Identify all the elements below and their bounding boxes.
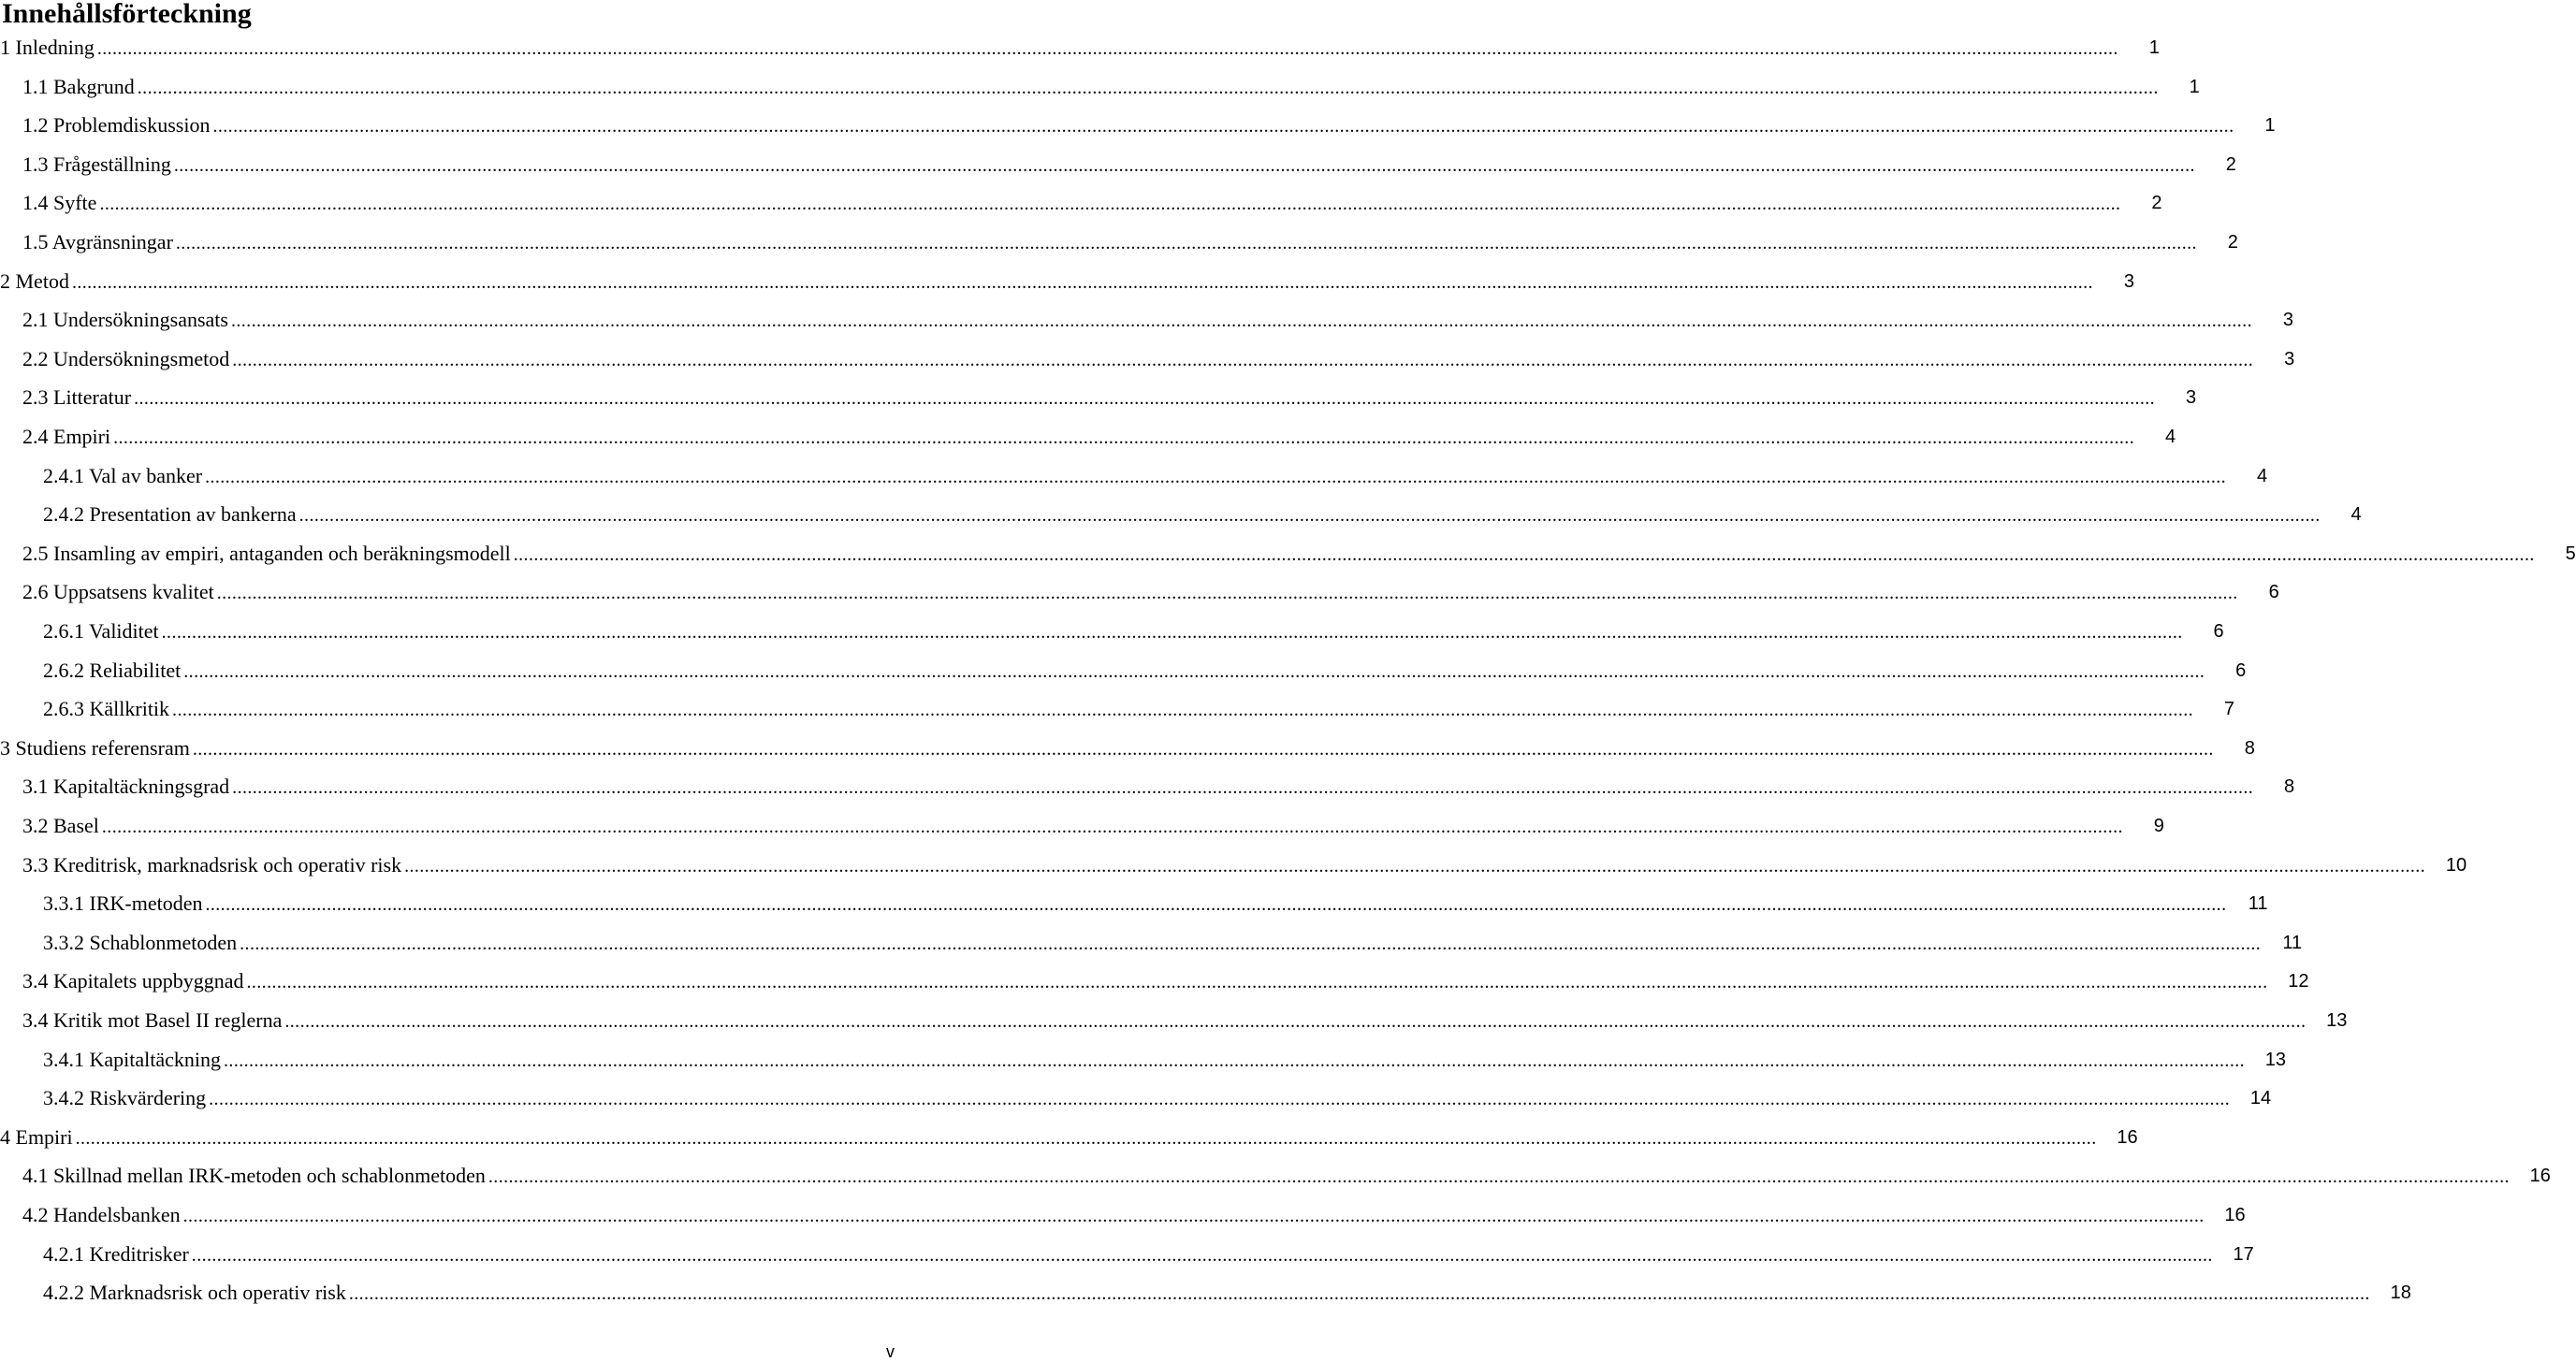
toc-entry-page: 6 [2268, 582, 2279, 603]
toc-entry[interactable] [43, 693, 2235, 721]
toc-entry-page: 13 [2264, 1049, 2287, 1070]
toc-entry-page: 6 [2213, 621, 2224, 642]
toc-entry-title: 3.3.1 IRK-metoden [43, 891, 203, 916]
toc-entry-title: 2.6 Uppsatsens kvalitet [22, 580, 214, 604]
toc-entry[interactable] [22, 849, 2467, 877]
toc-entry-title: 2.5 Insamling av empiri, antaganden och beräkningsmodell [22, 541, 511, 565]
toc-leader-dots: ................................................................................................................................................................................................................................................................................................................................................................................................................ [75, 1127, 2097, 1149]
toc-entry-page: 1 [2189, 76, 2200, 97]
toc-entry-page: 13 [2326, 1010, 2348, 1031]
toc-entry-title: 1.1 Bakgrund [22, 74, 135, 98]
toc-leader-dots: ................................................................................................................................................................................................................................................................................................................................................................................................................ [513, 543, 2535, 565]
toc-entry-page: 4 [2164, 427, 2176, 447]
toc-entry[interactable] [43, 1082, 2272, 1110]
toc-entry[interactable] [22, 771, 2295, 799]
toc-title: Innehållsförteckning [2, 0, 252, 29]
toc-leader-dots: ................................................................................................................................................................................................................................................................................................................................................................................................................ [348, 1283, 2370, 1305]
toc-entry[interactable] [22, 1160, 2551, 1188]
toc-entry[interactable] [22, 149, 2236, 177]
toc-entry[interactable] [22, 421, 2176, 449]
toc-entry-title: 4.1 Skillnad mellan IRK-metoden och schablonmetoden [22, 1164, 486, 1188]
toc-leader-dots: ................................................................................................................................................................................................................................................................................................................................................................................................................ [134, 388, 2156, 410]
page-number: v [886, 1342, 895, 1361]
toc-entry-title: 1.5 Avgränsningar [22, 230, 173, 254]
toc-entry[interactable] [43, 1239, 2254, 1267]
toc-leader-dots: ................................................................................................................................................................................................................................................................................................................................................................................................................ [240, 933, 2262, 954]
toc-entry[interactable] [0, 1122, 2138, 1150]
toc-entry-title: 1.3 Frågeställning [22, 152, 171, 176]
toc-entry[interactable] [43, 499, 2362, 527]
toc-entry-title: 2.4.2 Presentation av bankerna [43, 502, 297, 527]
toc-leader-dots: ................................................................................................................................................................................................................................................................................................................................................................................................................ [99, 194, 2121, 215]
toc-leader-dots: ................................................................................................................................................................................................................................................................................................................................................................................................................ [192, 738, 2214, 760]
toc-entry-title: 3.3 Kreditrisk, marknadsrisk och operativ risk [22, 852, 402, 877]
toc-leader-dots: ................................................................................................................................................................................................................................................................................................................................................................................................................ [246, 972, 2268, 993]
toc-entry-title: 2.3 Litteratur [22, 385, 132, 410]
toc-entry[interactable] [43, 888, 2268, 916]
toc-leader-dots: ................................................................................................................................................................................................................................................................................................................................................................................................................ [232, 349, 2254, 370]
toc-entry-page: 2 [2227, 232, 2238, 253]
toc-entry[interactable] [0, 32, 2160, 60]
toc-entry[interactable] [22, 187, 2162, 215]
toc-entry-page: 3 [2284, 348, 2295, 369]
toc-entry-page: 16 [2529, 1166, 2551, 1187]
toc-entry-page: 10 [2445, 854, 2467, 876]
toc-entry-page: 9 [2153, 816, 2164, 836]
toc-entry-page: 18 [2390, 1282, 2411, 1304]
toc-leader-dots: ................................................................................................................................................................................................................................................................................................................................................................................................................ [216, 583, 2238, 604]
toc-entry[interactable] [22, 538, 2576, 566]
toc-entry-page: 2 [2151, 193, 2162, 214]
toc-entry[interactable] [22, 1005, 2348, 1033]
toc-entry-title: 2.6.3 Källkritik [43, 697, 170, 721]
toc-entry-title: 2.1 Undersökningsansats [22, 308, 228, 332]
toc-entry[interactable] [22, 382, 2197, 410]
toc-leader-dots: ................................................................................................................................................................................................................................................................................................................................................................................................................ [113, 427, 2135, 448]
toc-entry-title: 3.1 Kapitaltäckningsgrad [22, 775, 230, 799]
toc-entry-page: 3 [2282, 310, 2293, 331]
toc-entry-title: 4.2.2 Marknadsrisk och operativ risk [43, 1281, 346, 1305]
toc-entry[interactable] [43, 1277, 2411, 1305]
toc-entry-title: 2.2 Undersökningsmetod [22, 346, 230, 370]
toc-entry[interactable] [22, 965, 2309, 993]
toc-entry-title: 3.3.2 Schablonmetoden [43, 930, 238, 954]
toc-entry-title: 4.2.1 Kreditrisker [43, 1241, 189, 1266]
toc-leader-dots: ................................................................................................................................................................................................................................................................................................................................................................................................................ [488, 1166, 2510, 1188]
toc-leader-dots: ................................................................................................................................................................................................................................................................................................................................................................................................................ [224, 1050, 2246, 1071]
toc-leader-dots: ................................................................................................................................................................................................................................................................................................................................................................................................................ [173, 154, 2195, 176]
toc-entry[interactable] [22, 576, 2279, 604]
toc-entry[interactable] [22, 71, 2200, 99]
toc-entry[interactable] [22, 810, 2164, 838]
toc-entry-page: 8 [2244, 737, 2255, 759]
toc-entry-title: 4.2 Handelsbanken [22, 1203, 181, 1226]
toc-leader-dots: ................................................................................................................................................................................................................................................................................................................................................................................................................ [161, 622, 2183, 643]
toc-leader-dots: ................................................................................................................................................................................................................................................................................................................................................................................................................ [298, 505, 2321, 527]
toc-entry-page: 12 [2288, 971, 2309, 993]
toc-entry-title: 2.6.2 Reliabilitet [43, 658, 182, 682]
toc-entry-title: 1.4 Syfte [22, 191, 97, 215]
toc-entry-page: 2 [2225, 153, 2236, 175]
toc-entry[interactable] [43, 460, 2268, 488]
toc-entry[interactable] [0, 732, 2255, 761]
toc-entry[interactable] [43, 927, 2303, 955]
toc-entry-page: 5 [2565, 543, 2576, 564]
toc-entry-page: 7 [2223, 699, 2235, 720]
toc-entry-title: 2 Metod [0, 268, 69, 293]
toc-entry[interactable] [22, 1199, 2246, 1227]
toc-entry[interactable] [22, 304, 2293, 332]
toc-leader-dots: ................................................................................................................................................................................................................................................................................................................................................................................................................ [191, 1244, 2213, 1266]
toc-leader-dots: ................................................................................................................................................................................................................................................................................................................................................................................................................ [230, 311, 2252, 332]
toc-entry-page: 3 [2123, 270, 2134, 292]
toc-leader-dots: ................................................................................................................................................................................................................................................................................................................................................................................................................ [404, 855, 2426, 877]
toc-leader-dots: ................................................................................................................................................................................................................................................................................................................................................................................................................ [183, 660, 2205, 682]
toc-leader-dots: ................................................................................................................................................................................................................................................................................................................................................................................................................ [205, 466, 2227, 487]
toc-entry-title: 3.4 Kapitalets uppbyggnad [22, 969, 244, 993]
toc-entry-page: 11 [2248, 893, 2268, 915]
toc-leader-dots: ................................................................................................................................................................................................................................................................................................................................................................................................................ [232, 777, 2254, 799]
toc-entry-page: 3 [2185, 387, 2197, 409]
toc-entry[interactable] [0, 266, 2134, 294]
toc-entry[interactable] [43, 655, 2247, 683]
toc-entry-title: 3.2 Basel [22, 814, 99, 837]
toc-leader-dots: ................................................................................................................................................................................................................................................................................................................................................................................................................ [209, 1089, 2231, 1110]
toc-entry-title: 2.6.1 Validitet [43, 619, 159, 643]
toc-entry-page: 14 [2249, 1088, 2272, 1109]
toc-entry-page: 4 [2256, 465, 2268, 486]
toc-entry-title: 3 Studiens referensram [0, 735, 190, 760]
toc-entry-page: 17 [2233, 1243, 2254, 1265]
toc-leader-dots: ................................................................................................................................................................................................................................................................................................................................................................................................................ [137, 77, 2159, 98]
toc-entry-page: 8 [2284, 776, 2295, 798]
toc-leader-dots: ................................................................................................................................................................................................................................................................................................................................................................................................................ [175, 233, 2197, 254]
toc-entry-page: 6 [2235, 659, 2247, 681]
toc-entry-title: 3.4 Kritik mot Basel II reglerna [22, 1008, 283, 1032]
toc-leader-dots: ................................................................................................................................................................................................................................................................................................................................................................................................................ [96, 38, 2118, 59]
toc-entry[interactable] [22, 343, 2295, 371]
toc-leader-dots: ................................................................................................................................................................................................................................................................................................................................................................................................................ [212, 116, 2234, 138]
toc-entry[interactable] [22, 109, 2276, 138]
toc-entry-page: 1 [2264, 115, 2276, 137]
toc-entry[interactable] [43, 1044, 2287, 1072]
toc-entry-title: 3.4.1 Kapitaltäckning [43, 1047, 222, 1071]
toc-leader-dots: ................................................................................................................................................................................................................................................................................................................................................................................................................ [172, 700, 2194, 721]
toc-entry-page: 16 [2224, 1205, 2246, 1225]
toc-entry-title: 4 Empiri [0, 1124, 73, 1149]
toc-entry-title: 3.4.2 Riskvärdering [43, 1086, 207, 1110]
toc-entry-page: 11 [2282, 932, 2303, 953]
toc-leader-dots: ................................................................................................................................................................................................................................................................................................................................................................................................................ [101, 817, 2123, 837]
toc-entry-page: 4 [2350, 504, 2362, 526]
toc-leader-dots: ................................................................................................................................................................................................................................................................................................................................................................................................................ [71, 271, 2093, 293]
toc-entry-title: 2.4.1 Val av banker [43, 463, 203, 487]
toc-entry-page: 16 [2117, 1126, 2138, 1148]
toc-leader-dots: ................................................................................................................................................................................................................................................................................................................................................................................................................ [284, 1011, 2307, 1032]
toc-entry[interactable] [22, 226, 2238, 254]
toc-entry-title: 1 Inledning [0, 36, 95, 59]
toc-entry-title: 2.4 Empiri [22, 425, 111, 448]
toc-entry-page: 1 [2148, 37, 2160, 58]
toc-entry-title: 1.2 Problemdiskussion [22, 113, 211, 138]
toc-leader-dots: ................................................................................................................................................................................................................................................................................................................................................................................................................ [182, 1206, 2205, 1226]
toc-leader-dots: ................................................................................................................................................................................................................................................................................................................................................................................................................ [205, 894, 2227, 916]
toc-entry[interactable] [43, 616, 2224, 644]
